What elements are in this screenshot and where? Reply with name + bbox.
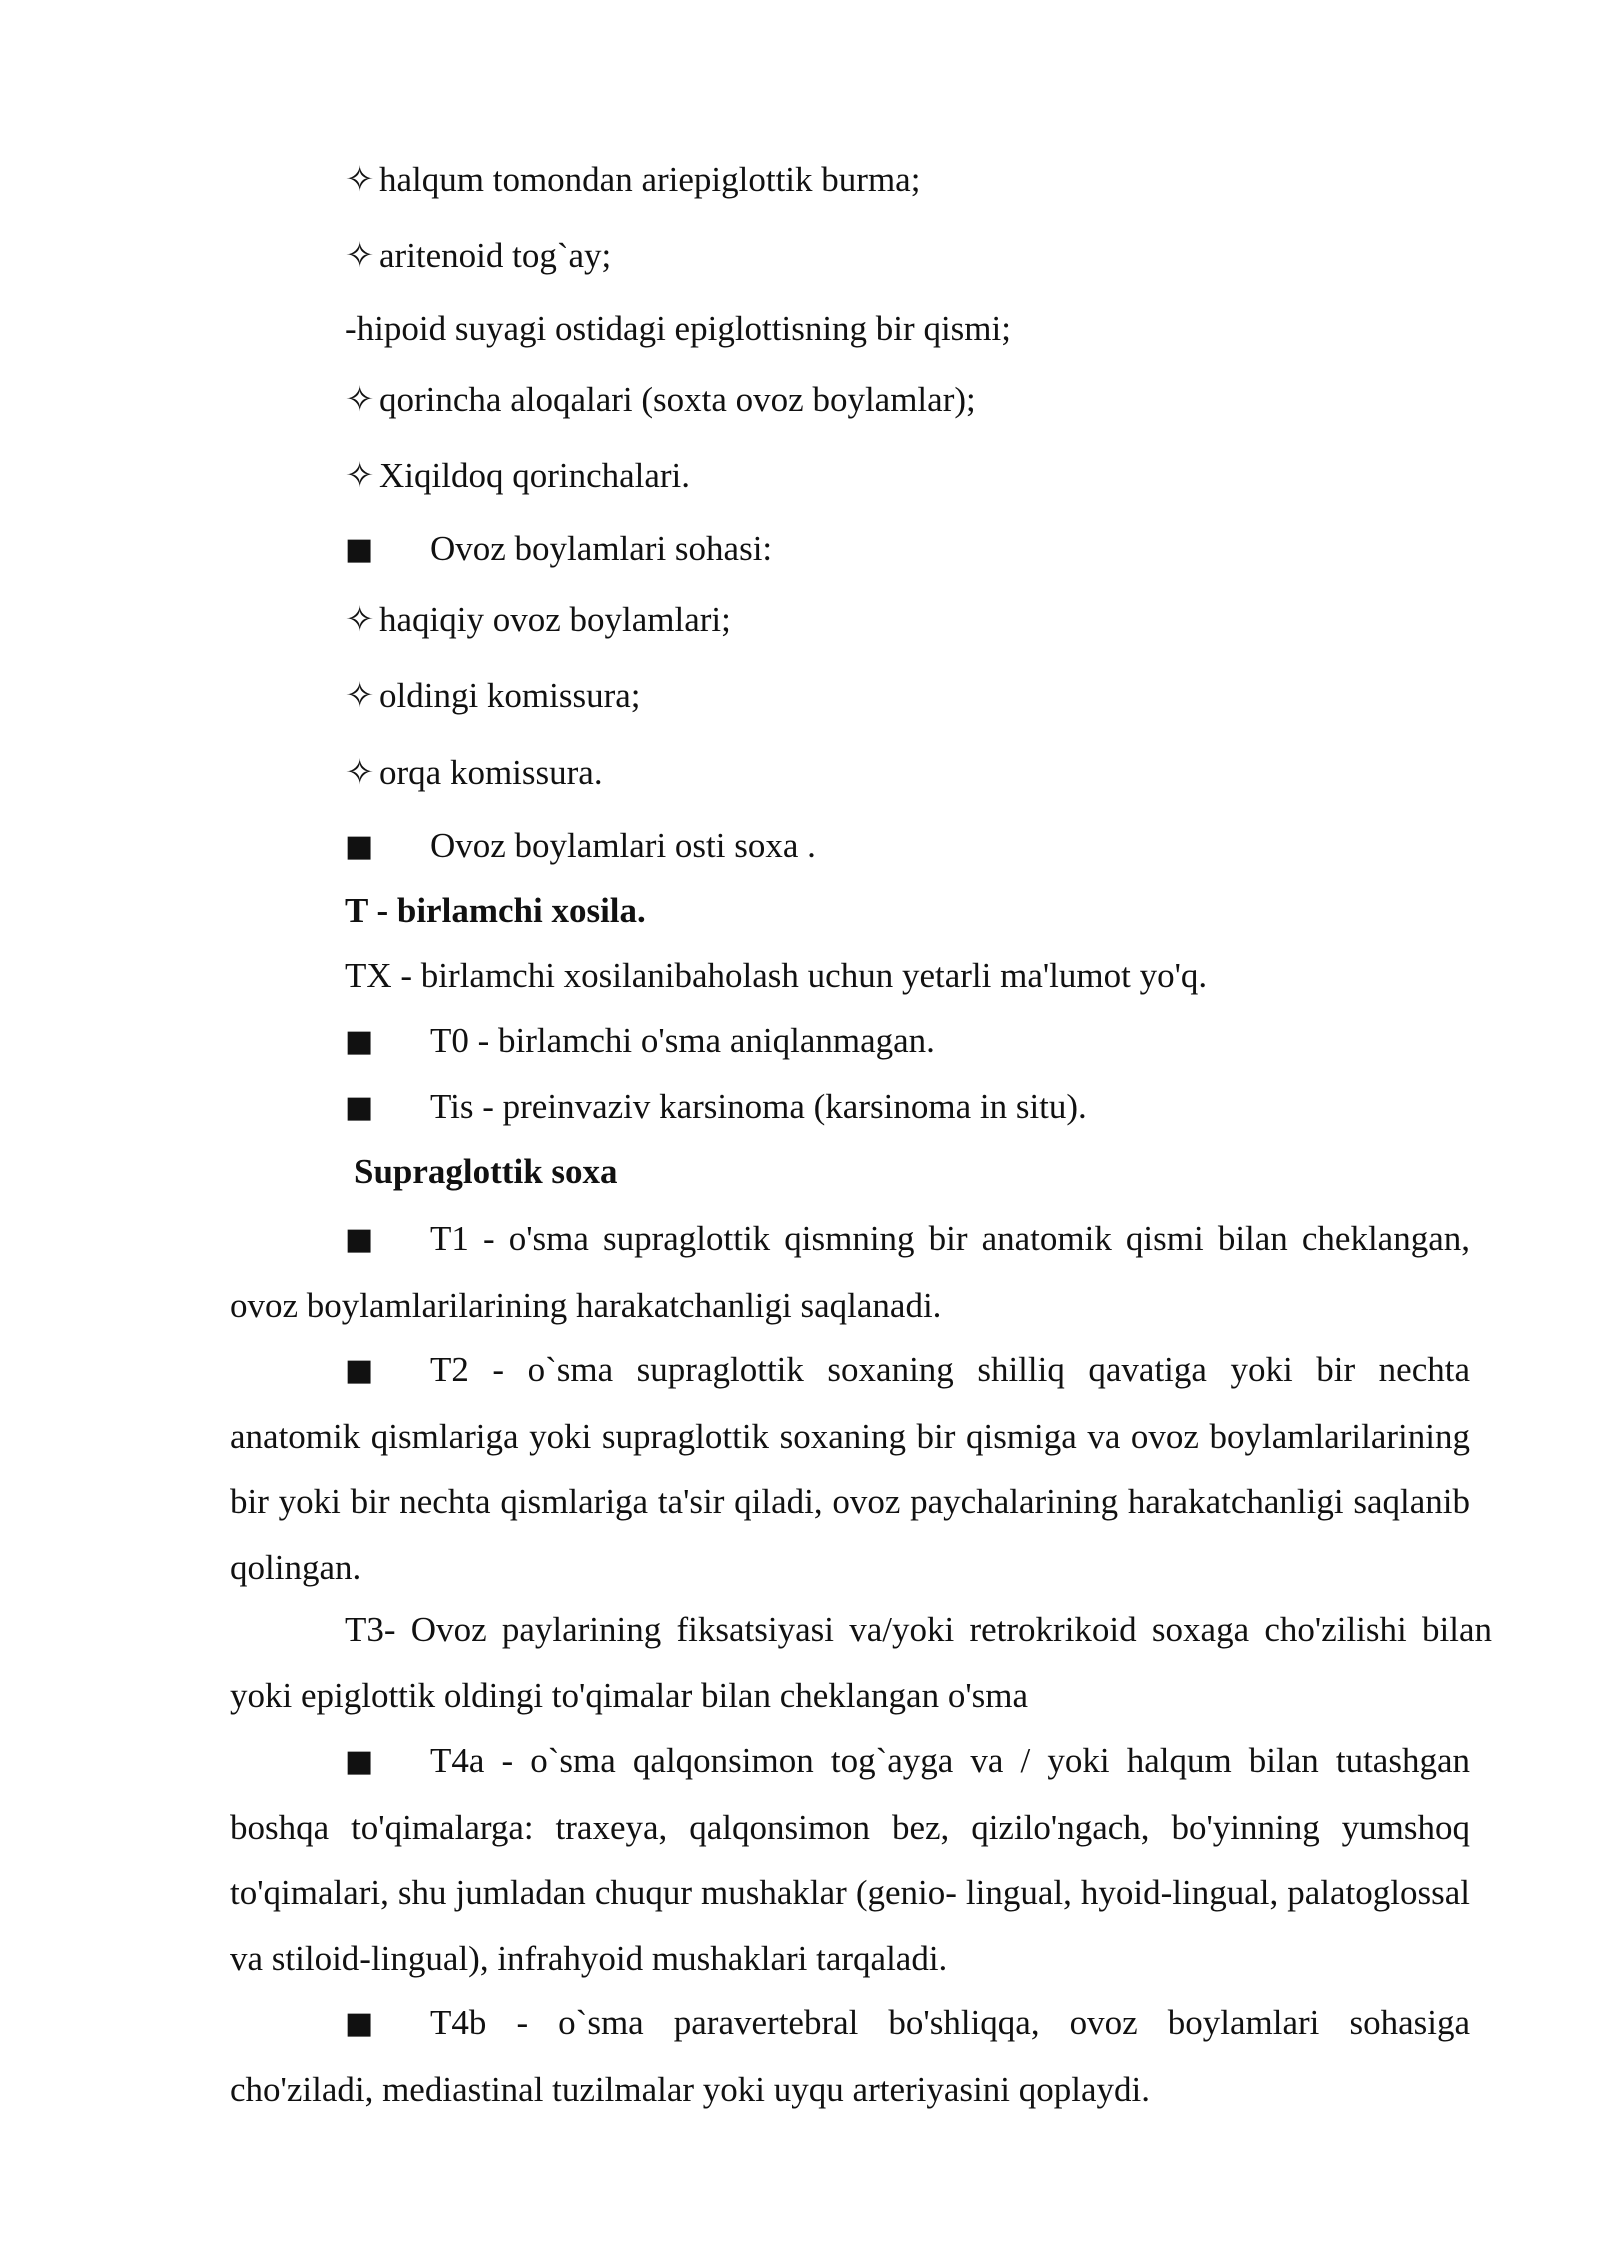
list-item (345, 380, 976, 420)
list-item (345, 676, 641, 716)
paragraph-text: T1 - o'sma supraglottik qismning bir anatomik qismi bilan cheklangan, ovoz boylamlarilarining harakatchanligi saqlanadi. (230, 1219, 1470, 1325)
list-item (345, 160, 920, 200)
square-bullet-icon: ■ (345, 1744, 374, 1779)
paragraph (230, 1337, 1470, 1600)
star-bullet-icon: ✧ (345, 160, 375, 199)
list-item-text: orqa komissura. (379, 753, 603, 792)
section-heading (354, 1152, 618, 1192)
list-item (345, 236, 611, 276)
square-bullet-icon: ■ (345, 1222, 374, 1257)
star-bullet-icon: ✧ (345, 676, 375, 715)
list-item-text: qorincha aloqalari (soxta ovoz boylamlar); (379, 380, 976, 419)
square-bullet-icon: ■ (345, 1090, 374, 1125)
star-bullet-icon: ✧ (345, 456, 375, 495)
list-item-text: Ovoz boylamlari sohasi: (430, 529, 773, 568)
list-item (345, 1087, 1087, 1128)
list-item-text: halqum tomondan ariepiglottik burma; (379, 160, 921, 199)
section-heading-text: Supraglottik soxa (354, 1152, 618, 1191)
list-item-text: -hipoid suyagi ostidagi epiglottisning bir qismi; (345, 309, 1011, 348)
section-heading-text: T - birlamchi xosila. (345, 891, 646, 930)
star-bullet-icon: ✧ (345, 380, 375, 419)
square-bullet-icon: ■ (345, 829, 374, 864)
paragraph-text: T4b - o`sma paravertebral bo'shliqqa, ovoz boylamlari sohasiga cho'ziladi, mediastinal tuzilmalar yoki uyqu arteriyasini qoplaydi. (230, 2003, 1470, 2109)
paragraph (230, 1206, 1470, 1338)
paragraph-text: T3- Ovoz paylarining fiksatsiyasi va/yoki retrokrikoid soxaga cho'zilishi bilan yoki epiglottik oldingi to'qimalar bilan cheklangan o'sma (230, 1610, 1492, 1715)
list-item (345, 956, 1207, 996)
list-item-text: oldingi komissura; (379, 676, 641, 715)
paragraph (230, 1728, 1470, 1991)
star-bullet-icon: ✧ (345, 236, 375, 275)
paragraph (230, 1597, 1492, 1728)
star-bullet-icon: ✧ (345, 600, 375, 639)
square-bullet-icon: ■ (345, 2006, 374, 2041)
paragraph-text: T4a - o`sma qalqonsimon tog`ayga va / yoki halqum bilan tutashgan boshqa to'qimalarga: traxeya, qalqonsimon bez, qizilo'ngach, bo'yinning yumshoq to'qimalari, shu jumladan chuqur mushaklar (genio- lingual, hyoid-lingual, palatoglossal va stiloid-lingual), infrahyoid mushaklari tarqaladi. (230, 1741, 1470, 1978)
square-bullet-icon: ■ (345, 532, 374, 567)
list-item-text: Tis - preinvaziv karsinoma (karsinoma in situ). (430, 1087, 1087, 1126)
list-item (345, 309, 1011, 349)
list-item (345, 456, 690, 496)
list-item (345, 753, 603, 793)
square-bullet-icon: ■ (345, 1024, 374, 1059)
star-bullet-icon: ✧ (345, 753, 375, 792)
paragraph-text: T2 - o`sma supraglottik soxaning shilliq qavatiga yoki bir nechta anatomik qismlariga yoki supraglottik soxaning bir qismiga va ovoz boylamlarilarining bir yoki bir nechta qismlariga ta'sir qiladi, ovoz paychalarining harakatchanligi saqlanib qolingan. (230, 1350, 1470, 1587)
list-item (345, 826, 816, 867)
list-item-text: haqiqiy ovoz boylamlari; (379, 600, 731, 639)
list-item (345, 529, 772, 570)
list-item (345, 1021, 935, 1062)
square-bullet-icon: ■ (345, 1353, 374, 1388)
list-item-text: Xiqildoq qorinchalari. (379, 456, 691, 495)
list-item (345, 600, 731, 640)
paragraph (230, 1990, 1470, 2122)
list-item-text: TX - birlamchi xosilanibaholash uchun yetarli ma'lumot yo'q. (345, 956, 1208, 995)
section-heading (345, 891, 646, 931)
list-item-text: aritenoid tog`ay; (379, 236, 612, 275)
list-item-text: T0 - birlamchi o'sma aniqlanmagan. (430, 1021, 935, 1060)
list-item-text: Ovoz boylamlari osti soxa . (430, 826, 816, 865)
